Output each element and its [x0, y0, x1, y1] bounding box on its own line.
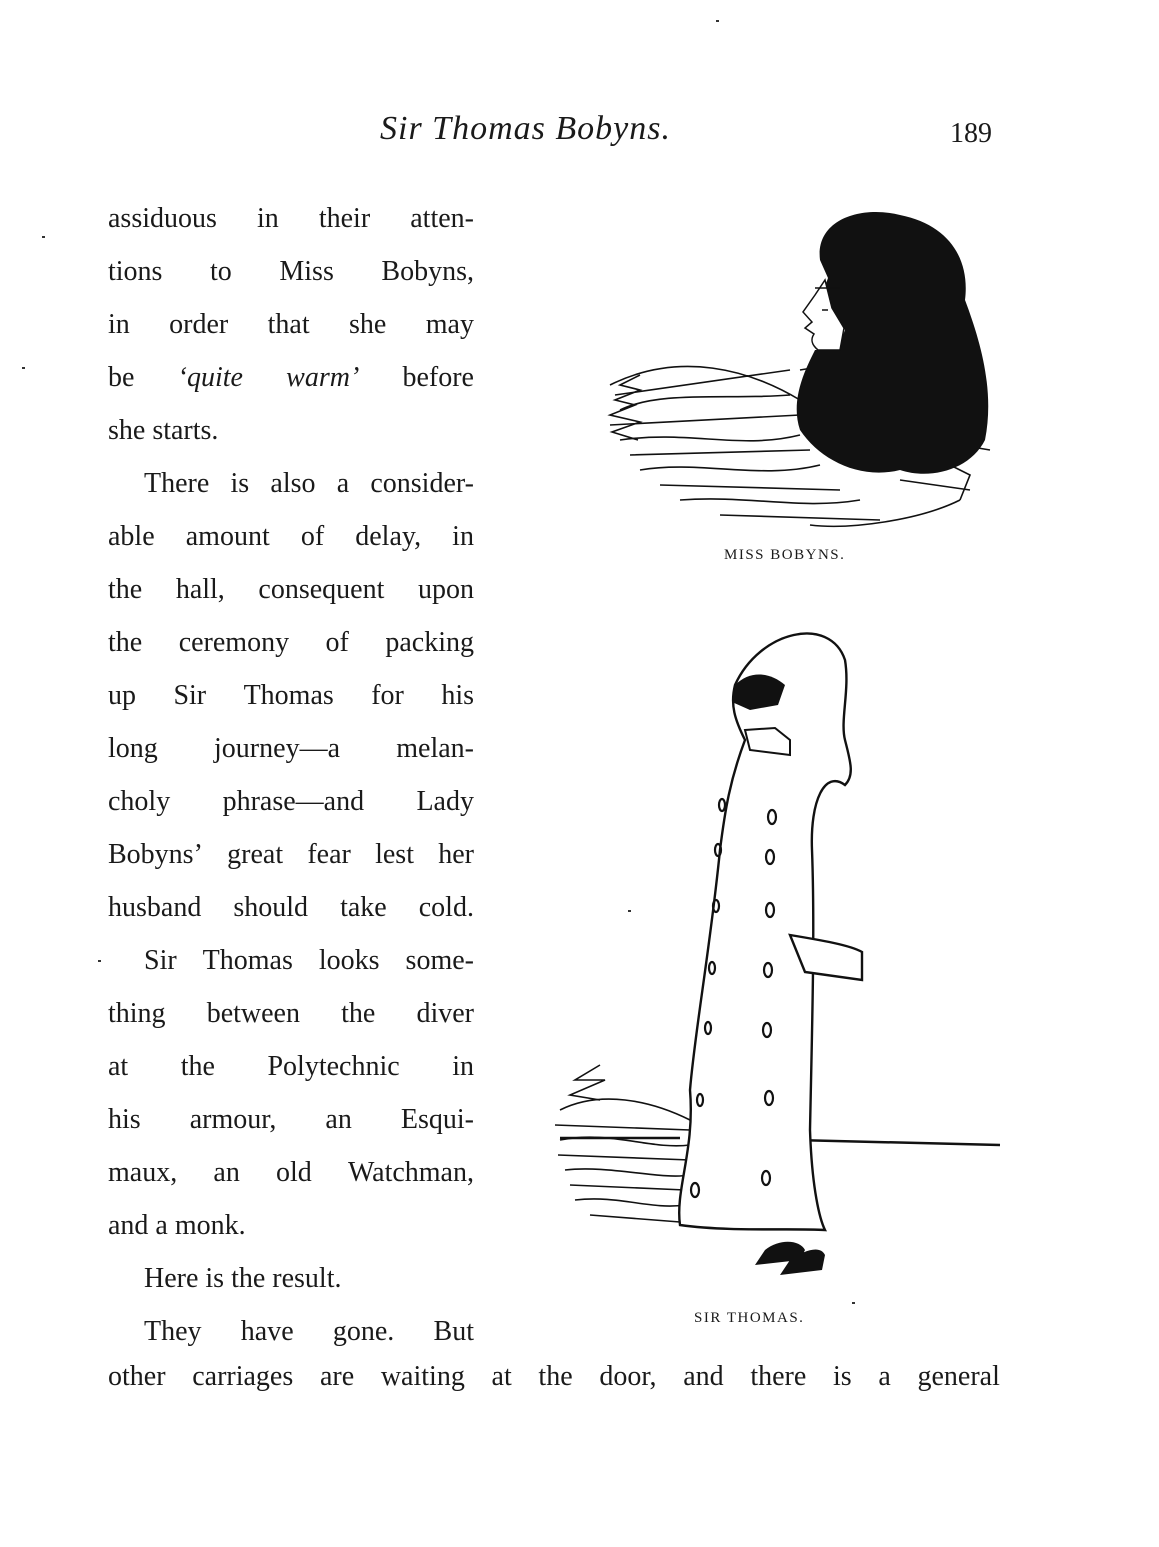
word: Here is the result. — [144, 1263, 342, 1294]
word: the — [341, 998, 376, 1029]
word: general — [917, 1361, 1000, 1392]
word: long — [108, 733, 158, 764]
word: some- — [405, 945, 474, 976]
word: she starts. — [108, 415, 219, 446]
print-speck — [716, 20, 719, 22]
word: the — [538, 1361, 573, 1392]
word: Bobyns’ — [108, 839, 203, 870]
text-line — [108, 192, 474, 245]
print-speck — [852, 1302, 855, 1304]
word: Thomas — [202, 945, 293, 976]
word: an — [213, 1157, 240, 1188]
text-line — [108, 1252, 474, 1305]
word: an — [325, 1104, 352, 1135]
sir-thomas-illustration — [550, 610, 1005, 1290]
word: lest — [375, 839, 414, 870]
word: melan- — [396, 733, 474, 764]
word: have — [240, 1316, 294, 1347]
print-speck — [42, 236, 45, 238]
word: are — [319, 1361, 355, 1392]
word: is — [833, 1361, 852, 1392]
word: that — [267, 309, 310, 340]
word: consider- — [370, 468, 474, 499]
word: choly — [108, 786, 171, 817]
text-line — [108, 510, 474, 563]
word: door, — [599, 1361, 657, 1392]
word: also — [270, 468, 316, 499]
word: delay, — [355, 521, 422, 552]
word: may — [425, 309, 474, 340]
word: upon — [417, 574, 474, 605]
word: packing — [385, 627, 474, 658]
text-line — [108, 934, 474, 987]
word: husband — [108, 892, 202, 923]
word: in — [452, 1051, 474, 1082]
word: of — [325, 627, 349, 658]
word: the — [108, 574, 143, 605]
text-line — [108, 616, 474, 669]
text-line — [108, 669, 474, 722]
word: But — [433, 1316, 474, 1347]
text-line — [108, 987, 474, 1040]
miss-bobyns-illustration — [600, 200, 1000, 535]
word: take — [340, 892, 387, 923]
running-title: Sir Thomas Bobyns. — [380, 110, 671, 147]
miss-bobyns-caption: MISS BOBYNS. — [724, 547, 846, 563]
text-line — [108, 404, 474, 457]
word: in — [452, 521, 474, 552]
word: his — [108, 1104, 141, 1135]
word: thing — [108, 998, 166, 1029]
text-line — [108, 775, 474, 828]
word: journey—a — [214, 733, 340, 764]
word: should — [233, 892, 309, 923]
word: amount — [185, 521, 270, 552]
word: a — [878, 1361, 891, 1392]
text-line — [108, 722, 474, 775]
text-line — [108, 881, 474, 934]
word: Polytechnic — [267, 1051, 400, 1082]
word: her — [438, 839, 474, 870]
text-line — [108, 457, 474, 510]
text-line — [108, 351, 474, 404]
word: between — [206, 998, 300, 1029]
word: of — [300, 521, 325, 552]
word: ‘quite — [177, 362, 243, 393]
word: for — [371, 680, 404, 711]
word: cold. — [418, 892, 474, 923]
word: and — [683, 1361, 724, 1392]
word: order — [169, 309, 229, 340]
word: their — [318, 203, 371, 234]
word: the — [180, 1051, 215, 1082]
word: Thomas — [243, 680, 334, 711]
word: warm’ — [286, 362, 360, 393]
word: phrase—and — [222, 786, 365, 817]
word: looks — [318, 945, 380, 976]
word: before — [402, 362, 474, 393]
print-speck — [628, 910, 631, 912]
word: and a monk. — [108, 1210, 246, 1241]
word: at — [108, 1051, 129, 1082]
word: there — [750, 1361, 807, 1392]
sir-thomas-caption: SIR THOMAS. — [694, 1310, 805, 1326]
word: consequent — [258, 574, 385, 605]
text-column — [108, 192, 474, 1358]
text-line — [108, 1040, 474, 1093]
word: the — [108, 627, 143, 658]
word: Miss — [279, 256, 334, 287]
word: fear — [307, 839, 351, 870]
word: in — [108, 309, 130, 340]
word: great — [227, 839, 284, 870]
word: They — [144, 1316, 202, 1347]
word: Sir — [173, 680, 207, 711]
final-text-line — [108, 1350, 1000, 1403]
word: maux, — [108, 1157, 178, 1188]
page-number: 189 — [950, 118, 992, 149]
word: There — [144, 468, 210, 499]
word: be — [108, 362, 135, 393]
word: gone. — [332, 1316, 395, 1347]
text-line — [108, 1146, 474, 1199]
word: his — [441, 680, 474, 711]
word: Watchman, — [347, 1157, 474, 1188]
word: tions — [108, 256, 163, 287]
text-line — [108, 563, 474, 616]
word: at — [491, 1361, 512, 1392]
word: to — [210, 256, 232, 287]
text-line — [108, 1199, 474, 1252]
text-line — [108, 298, 474, 351]
word: she — [349, 309, 387, 340]
word: assiduous — [108, 203, 217, 234]
text-line — [108, 828, 474, 881]
word: a — [336, 468, 350, 499]
word: other — [108, 1361, 166, 1392]
word: atten- — [410, 203, 474, 234]
word: in — [256, 203, 279, 234]
word: carriages — [192, 1361, 294, 1392]
word: Lady — [416, 786, 474, 817]
word: waiting — [380, 1361, 465, 1392]
text-line — [108, 245, 474, 298]
word: hall, — [175, 574, 225, 605]
word: Bobyns, — [381, 256, 474, 287]
word: up — [108, 680, 136, 711]
word: able — [108, 521, 155, 552]
word: armour, — [189, 1104, 277, 1135]
word: Esqui- — [400, 1104, 474, 1135]
print-speck — [98, 960, 101, 962]
print-speck — [22, 367, 25, 369]
word: is — [230, 468, 250, 499]
word: diver — [416, 998, 474, 1029]
word: ceremony — [178, 627, 290, 658]
text-line — [108, 1093, 474, 1146]
word: Sir — [144, 945, 177, 976]
word: old — [276, 1157, 312, 1188]
